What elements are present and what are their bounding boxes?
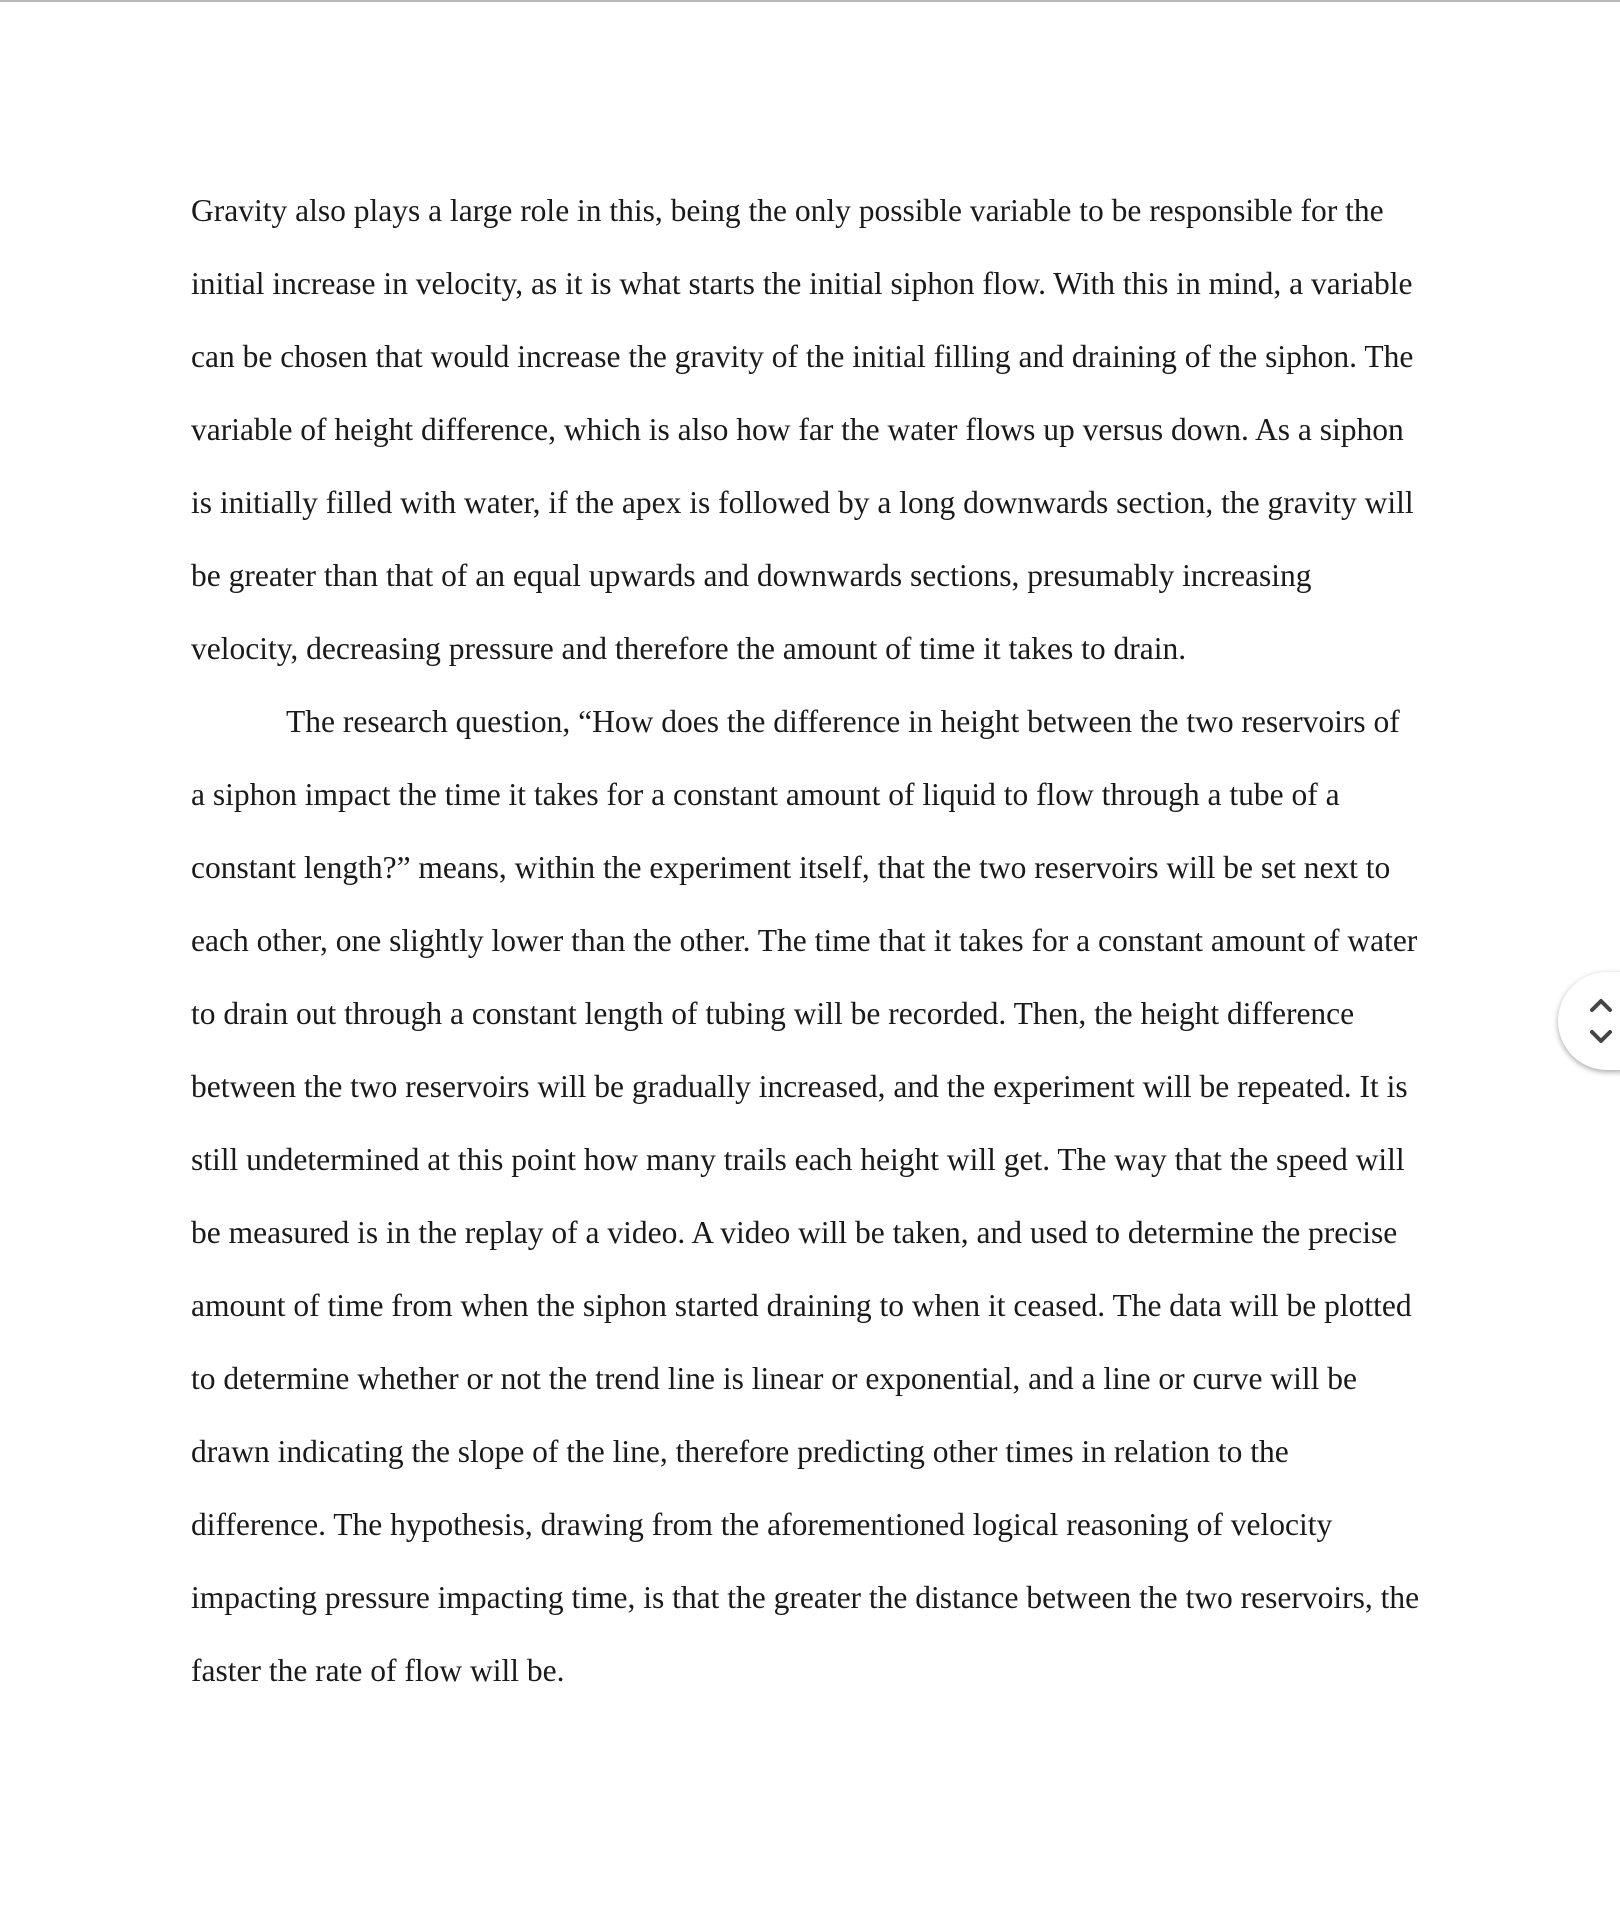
text-line: to drain out through a constant length of tubing will be recorded. Then, the height difference <box>191 996 1355 1031</box>
text-line: a siphon impact the time it takes for a constant amount of liquid to flow through a tube of a <box>191 777 1340 812</box>
text-line: can be chosen that would increase the gravity of the initial filling and draining of the siphon. The <box>191 339 1414 374</box>
text-line: constant length?” means, within the experiment itself, that the two reservoirs will be set next to <box>191 850 1391 885</box>
text-line: to determine whether or not the trend line is linear or exponential, and a line or curve will be <box>191 1361 1357 1396</box>
text-line: still undetermined at this point how many trails each height will get. The way that the speed will <box>191 1142 1405 1177</box>
text-line: initial increase in velocity, as it is what starts the initial siphon flow. With this in mind, a variable <box>191 266 1413 301</box>
text-line: velocity, decreasing pressure and therefore the amount of time it takes to drain. <box>191 631 1187 666</box>
scroll-up-button[interactable] <box>1586 992 1616 1018</box>
text-line: difference. The hypothesis, drawing from the aforementioned logical reasoning of velocity <box>191 1507 1333 1542</box>
text-line: faster the rate of flow will be. <box>191 1653 565 1688</box>
paragraph-first-line: The research question, “How does the difference in height between the two reservoirs of <box>286 704 1400 739</box>
text-line: each other, one slightly lower than the other. The time that it takes for a constant amount of water <box>191 923 1418 958</box>
chevron-up-icon <box>1586 992 1616 1018</box>
text-line: is initially filled with water, if the apex is followed by a long downwards section, the gravity will <box>191 485 1414 520</box>
text-line: amount of time from when the siphon started draining to when it ceased. The data will be plotted <box>191 1288 1412 1323</box>
text-line: between the two reservoirs will be gradually increased, and the experiment will be repeated. It is <box>191 1069 1408 1104</box>
text-line: variable of height difference, which is also how far the water flows up versus down. As a siphon <box>191 412 1404 447</box>
text-line: impacting pressure impacting time, is that the greater the distance between the two reservoirs, the <box>191 1580 1420 1615</box>
chevron-down-icon <box>1586 1024 1616 1050</box>
text-line: be measured is in the replay of a video. A video will be taken, and used to determine the precise <box>191 1215 1398 1250</box>
text-line: be greater than that of an equal upwards and downwards sections, presumably increasing <box>191 558 1312 593</box>
text-line: drawn indicating the slope of the line, therefore predicting other times in relation to the <box>191 1434 1289 1469</box>
scroll-down-button[interactable] <box>1586 1024 1616 1050</box>
text-line: Gravity also plays a large role in this, being the only possible variable to be responsible for the <box>191 193 1384 228</box>
